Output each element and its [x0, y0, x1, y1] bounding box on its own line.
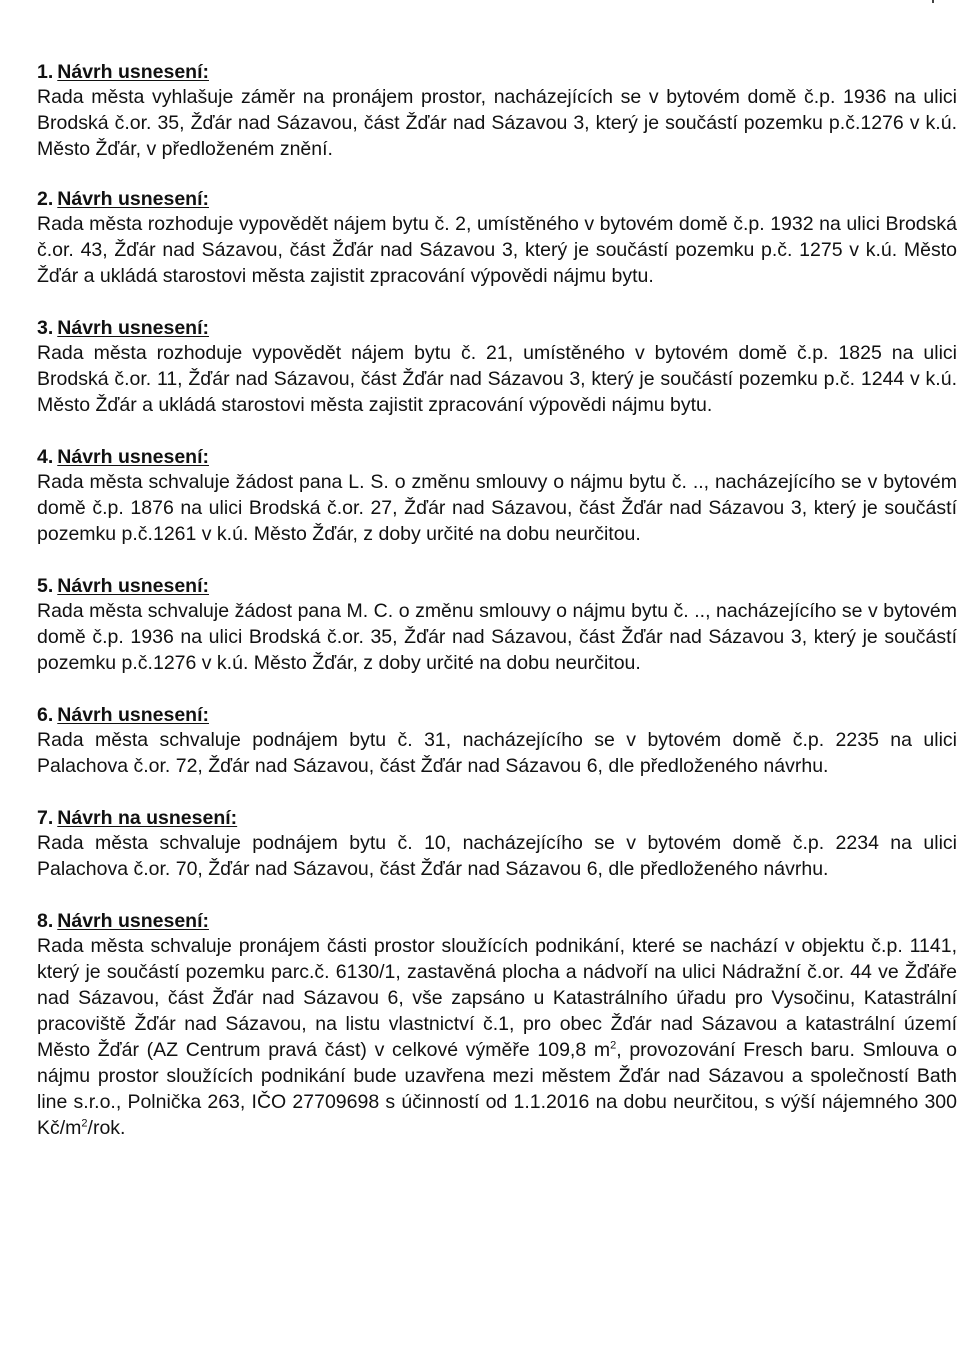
resolution-title: Návrh usnesení: [57, 575, 209, 597]
resolution-heading [37, 909, 957, 933]
resolution-text: Rada města rozhoduje vypovědět nájem bytu č. 2, umístěného v bytovém domě č.p. 1932 na ulici Brodská č.or. 43, Žďár nad Sázavou, část Žďár nad Sázavou 3, který je součástí pozemku p.č. 1275 v k.ú. Město Žďár a ukládá starostovi města zajistit zpracování výpovědi nájmu bytu. [37, 213, 957, 287]
resolution-title: Návrh usnesení: [57, 61, 209, 83]
resolution-heading [37, 806, 957, 830]
resolution-4 [37, 445, 957, 547]
resolution-6 [37, 703, 957, 779]
resolution-5 [37, 574, 957, 676]
resolution-number: 3. [37, 317, 54, 339]
resolution-heading [37, 316, 957, 340]
document-page [37, 60, 957, 1141]
resolution-2 [37, 187, 957, 289]
resolution-text: Rada města schvaluje žádost pana M. C. o změnu smlouvy o nájmu bytu č. .., nacházejícího se v bytovém domě č.p. 1936 na ulici Brodská č.or. 35, Žďár nad Sázavou, část Žďár nad Sázavou 3, který je součástí pozemku p.č.1276 v k.ú. Město Žďár, z doby určité na dobu neurčitou. [37, 600, 957, 674]
resolution-number: 5. [37, 575, 54, 597]
resolution-text-part: Rada města schvaluje pronájem části prostor sloužících podnikání, které se nachází v objektu č.p. 1141, který je součástí pozemku parc.č. 6130/1, zastavěná plocha a nádvoří na ulici Nádražní č.or. 44 ve Žďáře nad Sázavou, část Žďár nad Sázavou 6, vše zapsáno u Katastrálního úřadu pro Vysočinu, Katastrální pracoviště Žďár nad Sázavou, na listu vlastnictví č.1, pro obec Žďár nad Sázavou a katastrální území Město Žďár (AZ Centrum pravá část) v celkové výměře 109,8 m [37, 935, 957, 1061]
resolution-text: Rada města schvaluje podnájem bytu č. 31, nacházejícího se v bytovém domě č.p. 2235 na ulici Palachova č.or. 72, Žďár nad Sázavou, část Žďár nad Sázavou 6, dle předloženého návrhu. [37, 729, 957, 777]
resolution-number: 6. [37, 704, 54, 726]
resolution-1 [37, 60, 957, 162]
resolution-heading [37, 574, 957, 598]
resolution-text-part: /rok. [87, 1117, 126, 1139]
scan-mark [932, 0, 934, 3]
resolution-number: 4. [37, 446, 54, 468]
resolution-text: Rada města schvaluje žádost pana L. S. o změnu smlouvy o nájmu bytu č. .., nacházejícího se v bytovém domě č.p. 1876 na ulici Brodská č.or. 27, Žďár nad Sázavou, část Žďár nad Sázavou 3, který je součástí pozemku p.č.1261 v k.ú. Město Žďár, z doby určité na dobu neurčitou. [37, 471, 957, 545]
superscript: 2 [81, 1117, 88, 1130]
resolution-title: Návrh usnesení: [57, 704, 209, 726]
resolution-text: Rada města vyhlašuje záměr na pronájem prostor, nacházejících se v bytovém domě č.p. 1936 na ulici Brodská č.or. 35, Žďár nad Sázavou, část Žďár nad Sázavou 3, který je součástí pozemku p.č.1276 v k.ú. Město Žďár, v předloženém znění. [37, 86, 957, 160]
resolution-text: Rada města schvaluje podnájem bytu č. 10, nacházejícího se v bytovém domě č.p. 2234 na ulici Palachova č.or. 70, Žďár nad Sázavou, část Žďár nad Sázavou 6, dle předloženého návrhu. [37, 832, 957, 880]
resolution-3 [37, 316, 957, 418]
resolution-heading [37, 187, 957, 211]
resolution-number: 1. [37, 61, 54, 83]
resolution-title: Návrh usnesení: [57, 188, 209, 210]
resolution-number: 2. [37, 188, 54, 210]
resolution-title: Návrh usnesení: [57, 446, 209, 468]
resolution-heading [37, 445, 957, 469]
resolution-number: 7. [37, 807, 54, 829]
resolution-number: 8. [37, 910, 54, 932]
resolution-heading [37, 703, 957, 727]
resolution-title: Návrh usnesení: [57, 910, 209, 932]
superscript: 2 [610, 1039, 617, 1052]
resolution-7 [37, 806, 957, 882]
resolution-text: Rada města rozhoduje vypovědět nájem bytu č. 21, umístěného v bytovém domě č.p. 1825 na ulici Brodská č.or. 11, Žďár nad Sázavou, část Žďár nad Sázavou 3, který je součástí pozemku p.č. 1244 v k.ú. Město Žďár a ukládá starostovi města zajistit zpracování výpovědi nájmu bytu. [37, 342, 957, 416]
resolution-title: Návrh na usnesení: [57, 807, 238, 829]
resolution-text [37, 933, 957, 1141]
resolution-heading [37, 60, 957, 84]
resolution-title: Návrh usnesení: [57, 317, 209, 339]
resolution-text-part: , provozování Fresch baru. Smlouva o nájmu prostor sloužících podnikání bude uzavřena mezi městem Žďár nad Sázavou a společností Bath line s.r.o., Polnička 263, IČO 27709698 s účinností od 1.1.2016 na dobu neurčitou, s výší nájemného 300 Kč/m [37, 1039, 957, 1139]
resolution-8 [37, 909, 957, 1141]
